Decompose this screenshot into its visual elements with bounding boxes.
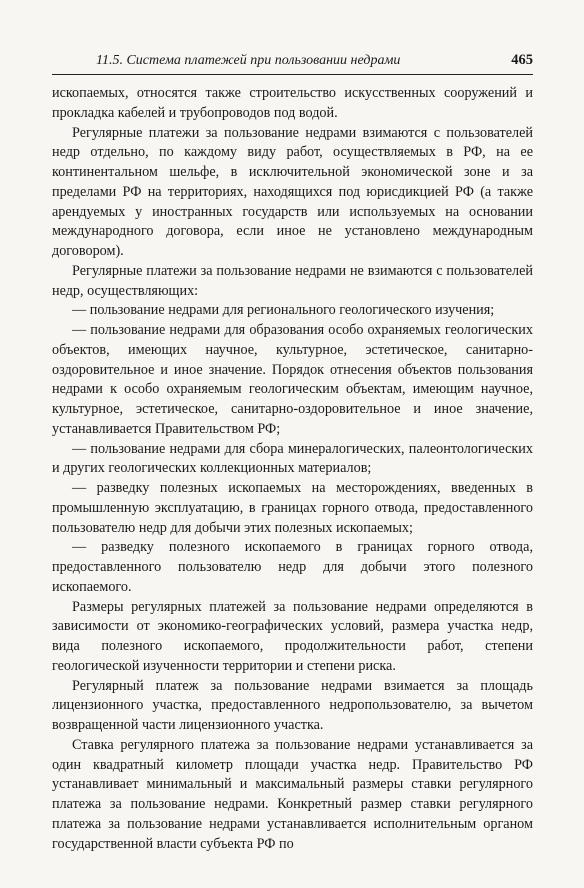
header-rule (52, 74, 533, 75)
page-number: 465 (511, 52, 533, 68)
paragraph: ископаемых, относятся также строительство искусственных сооружений и прокладка кабелей и трубопроводов под водой. (52, 85, 533, 121)
page-body (52, 84, 533, 854)
list-item: — разведку полезного ископаемого в границах горного отвода, предоставленного пользователю недр для добычи этого полезного ископаемого. (52, 539, 533, 595)
running-header-title: 11.5. Система платежей при пользовании недрами (96, 53, 401, 68)
list-item: — пользование недрами для образования особо охраняемых геологических объектов, имеющих научное, культурное, эстетическое, санитарно-оздоровительное и иное значение. Порядок отнесения объектов пользования недрами к особо охраняемым геологическим объектам, имеющим научное, культурное, эстетическое, санитарно-оздоровительное и иное значение, устанавливается Правительством РФ; (52, 322, 533, 437)
paragraph: Ставка регулярного платежа за пользование недрами устанавливается за один квадратный километр площади участка недр. Правительство РФ устанавливает минимальный и максимальный размеры ставки регулярного платежа за пользование недрами. Конкретный размер ставки регулярного платежа за пользование недрами устанавливается исполнительным органом государственной власти субъекта РФ по (52, 736, 533, 852)
paragraph: Регулярные платежи за пользование недрами взимаются с пользователей недр отдельно, по каждому виду работ, осуществляемых в РФ, на ее континентальном шельфе, в исключительной экономической зоне и за пределами РФ на территориях, находящихся под юрисдикцией РФ (а также арендуемых у иностранных государств или используемых на основании международного договора, если иное не установлено международным договором). (52, 124, 533, 259)
list-item: — пользование недрами для сбора минералогических, палеонтологических и других геологических коллекционных материалов; (52, 440, 533, 477)
running-header (96, 52, 533, 69)
paragraph: Регулярный платеж за пользование недрами взимается за площадь лицензионного участка, предоставленного недропользователю, за вычетом возвращенной части лицензионного участка. (52, 677, 533, 733)
list-item: — разведку полезных ископаемых на месторождениях, введенных в промышленную эксплуатацию, в границах горного отвода, предоставленного пользователю недр для добычи этих полезных ископаемых; (52, 480, 533, 536)
paragraph: Размеры регулярных платежей за пользование недрами определяются в зависимости от экономико-географических условий, размера участка недр, вида полезного ископаемого, продолжительности работ, степени геологической изученности территории и степени риска. (52, 598, 533, 674)
paragraph: Регулярные платежи за пользование недрами не взимаются с пользователей недр, осуществляющих: (52, 262, 533, 299)
list-item: — пользование недрами для регионального геологического изучения; (72, 302, 495, 319)
